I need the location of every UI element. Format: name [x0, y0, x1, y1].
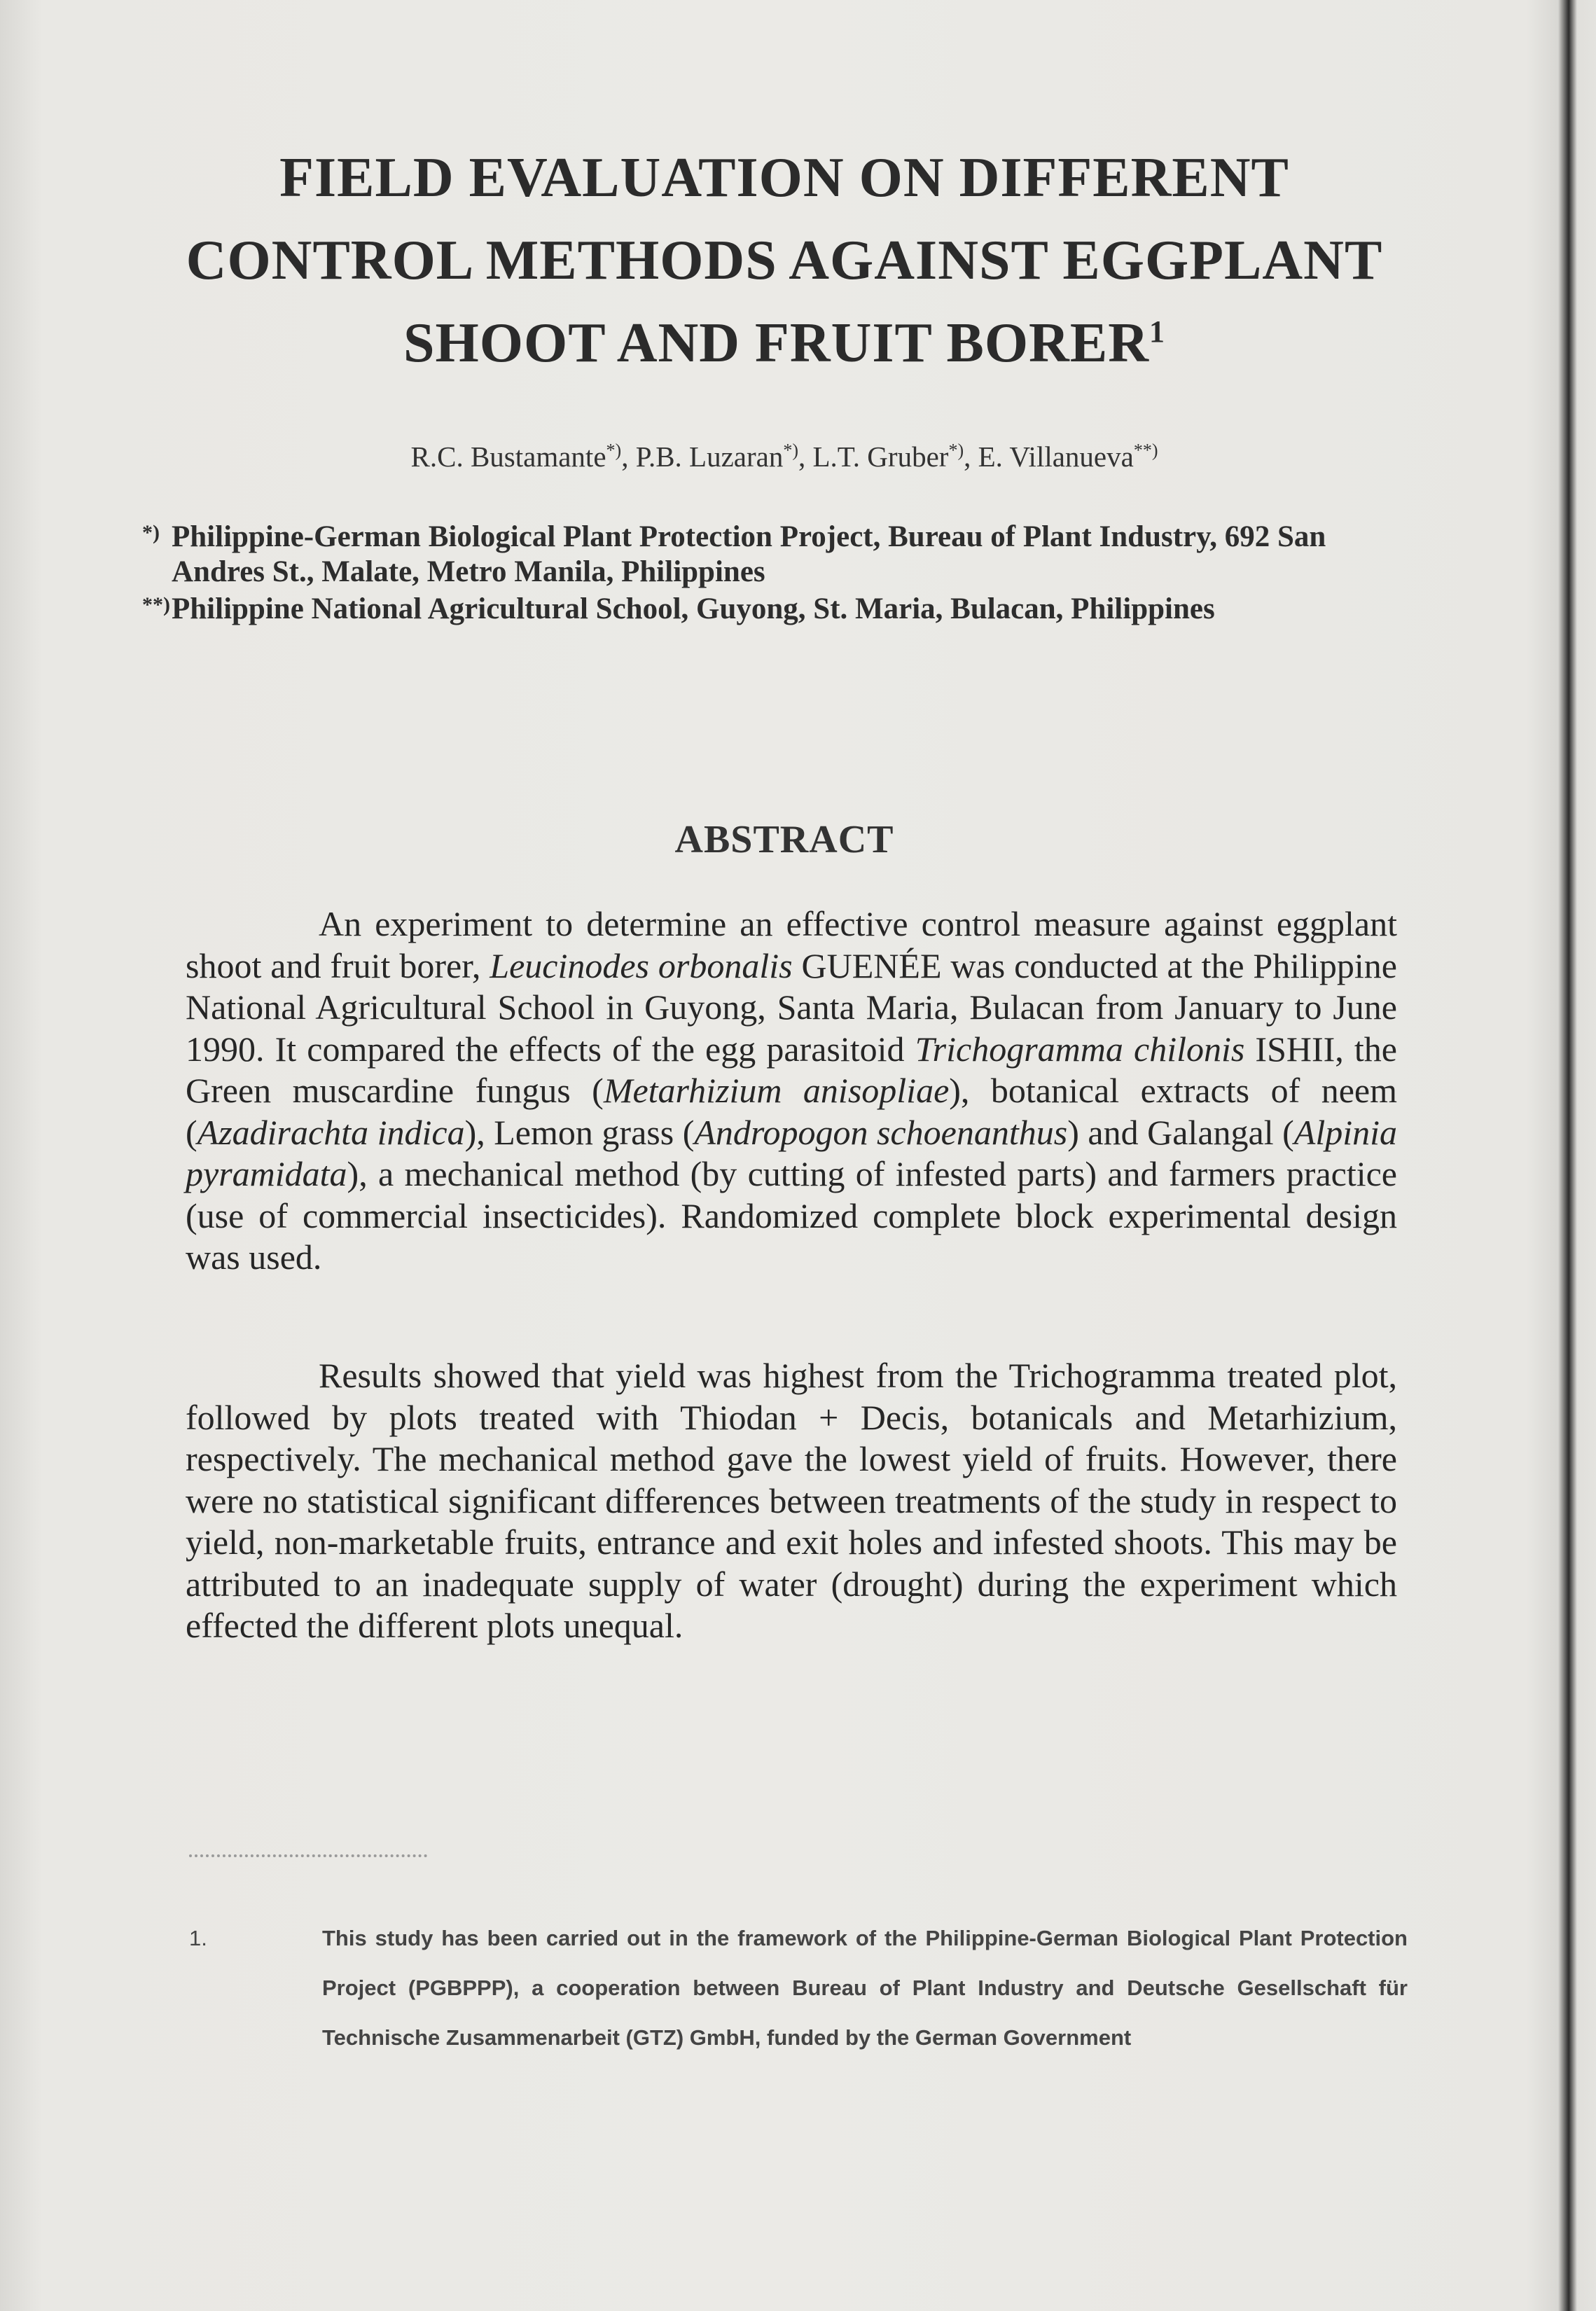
affiliation-mark: *) [142, 521, 160, 544]
title-line-3 [112, 302, 1457, 384]
author-list: R.C. Bustamante*), P.B. Luzaran*), L.T. Gruber*), E. Villanueva**) [410, 440, 1158, 473]
species-name: Azadirachta indica [197, 1112, 465, 1152]
author-name: E. Villanueva [978, 440, 1134, 473]
footnote-number: 1. [189, 1926, 207, 1950]
species-name: Alpinia pyramidata [186, 1112, 1397, 1193]
species-name: Metarhizium anisopliae [603, 1071, 950, 1110]
footnote-separator [189, 1854, 427, 1857]
footnote-text: This study has been carried out in the framework of the Philippine-German Biological Plant Protection Project (PGBPPP), a cooperation between Bureau of Plant Industry and Deutsche Gesellschaft für Technische Zusammenarbeit (GTZ) GmbH, funded by the German Government [322, 1926, 1408, 2050]
affiliation-text: Philippine National Agricultural School, Guyong, St. Maria, Bulacan, Philippines [172, 592, 1215, 625]
affiliation-1 [142, 520, 1411, 590]
title-line-1: FIELD EVALUATION ON DIFFERENT [279, 147, 1289, 209]
title-footnote-marker: 1 [1149, 314, 1165, 349]
author-name: L.T. Gruber [812, 440, 949, 473]
abstract-paragraph-1 [186, 903, 1397, 1279]
text-segment: ), a mechanical method (by cutting of infested parts) and farmers practice (use of commercial insecticides). Randomized complete block experimental design was used. [186, 1154, 1397, 1277]
text-segment: ISHII, the Green muscardine fungus ( [186, 1029, 1397, 1110]
author-affil-mark: *) [948, 440, 964, 461]
title-line-2: CONTROL METHODS AGAINST EGGPLANT [186, 230, 1383, 291]
author-affil-mark: *) [606, 440, 622, 461]
affiliation-text: Philippine-German Biological Plant Protection Project, Bureau of Plant Industry, 692 San Andres St., Malate, Metro Manila, Philippines [172, 520, 1326, 588]
text-segment: ) and Galangal ( [1067, 1112, 1294, 1152]
abstract-paragraph-2: Results showed that yield was highest from the Trichogramma treated plot, followed by plots treated with Thiodan + Decis, botanicals and Metarhizium, respectively. The mechanical method gave the lowest yield of fruits. However, there were no statistical significant differences between treatments of the study in respect to yield, non-marketable fruits, entrance and exit holes and infested shoots. This may be attributed to an inadequate supply of water (drought) during the experiment which effected the different plots unequal. [186, 1356, 1397, 1645]
title-line-3-text: SHOOT AND FRUIT BORER [403, 312, 1149, 374]
paper-title [112, 137, 1457, 384]
species-name: Leucinodes orbonalis [490, 945, 793, 985]
text-segment: ), botanical extracts of neem ( [186, 1071, 1397, 1152]
text-segment: GUENÉE was conducted at the Philippine National Agricultural School in Guyong, Santa Maria, Bulacan from January to June 1990. It compared the effects of the egg parasitoid [186, 945, 1398, 1069]
affiliation-mark: **) [142, 593, 170, 616]
text-segment: An experiment to determine an effective control measure against eggplant shoot and fruit borer, [186, 904, 1397, 985]
species-name: Trichogramma chilonis [915, 1029, 1245, 1069]
text-segment: ), Lemon grass ( [464, 1112, 695, 1152]
abstract-heading: ABSTRACT [674, 818, 894, 861]
author-name: R.C. Bustamante [410, 440, 606, 473]
affiliation-2 [142, 592, 1411, 627]
author-name: P.B. Luzaran [635, 440, 784, 473]
author-affil-mark: *) [783, 440, 799, 461]
author-affil-mark: **) [1133, 440, 1158, 461]
species-name: Andropogon schoenanthus [694, 1112, 1068, 1152]
